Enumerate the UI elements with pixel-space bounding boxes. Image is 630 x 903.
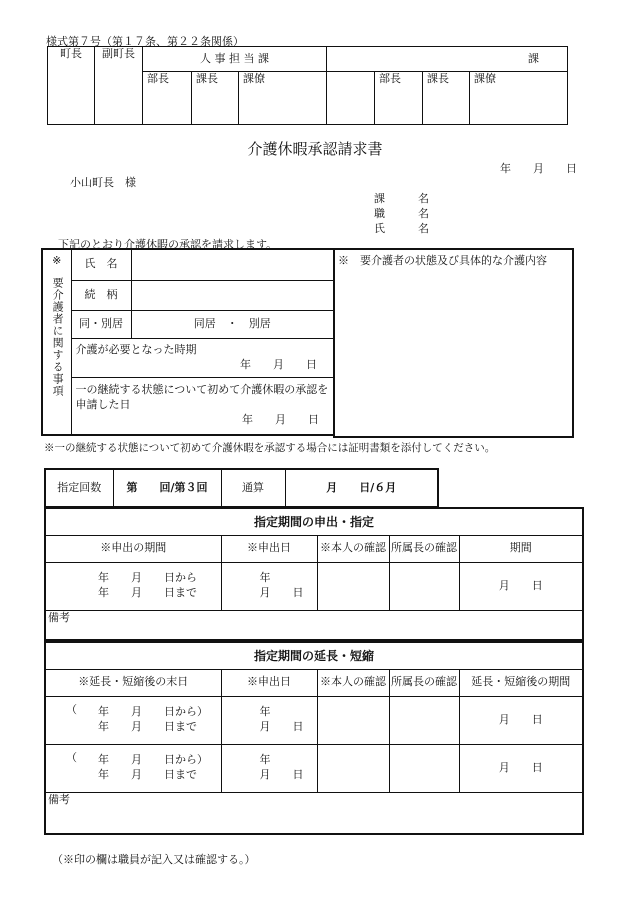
s2-row1-paren: （ xyxy=(66,702,77,716)
section1-table xyxy=(44,507,584,641)
care-first-request-label: 一の継続する状態について初めて介護休暇の承認を申請した日 xyxy=(75,383,329,412)
count-label: 指定回数 xyxy=(45,469,113,507)
addressee: 小山町長 様 xyxy=(70,176,136,189)
care-recipient-table xyxy=(41,248,335,436)
s1-date-year: 年 xyxy=(259,571,271,585)
s1-manager-check-field[interactable] xyxy=(389,562,459,610)
s2-row1-date-year: 年 xyxy=(259,705,271,719)
care-relation-field[interactable] xyxy=(131,280,334,310)
care-first-request-cell[interactable] xyxy=(71,377,334,435)
s1-col-manager-check: 所属長の確認 xyxy=(389,535,459,562)
total-value[interactable]: 月 日/６月 xyxy=(285,469,438,507)
s1-remarks[interactable]: 備考 xyxy=(45,610,583,640)
s2-col-end: ※延長・短縮後の末日 xyxy=(45,669,221,696)
hr-staff-cell: 課僚 xyxy=(239,72,327,125)
s1-col-date: ※申出日 xyxy=(221,535,317,562)
designation-table xyxy=(44,468,439,508)
s2-row2-date-cell[interactable] xyxy=(221,744,317,792)
applicant-dept: 課 名 xyxy=(374,192,429,205)
blank-cell xyxy=(327,72,375,125)
care-detail-label: ※ 要介護者の状態及び具体的な介護内容 xyxy=(338,254,547,267)
care-name-label: 氏 名 xyxy=(71,249,131,280)
s1-from-line: 年 月 日から xyxy=(98,571,197,585)
s2-row2-self-check-field[interactable] xyxy=(317,744,389,792)
care-detail-box[interactable] xyxy=(333,248,574,438)
s2-row1-term-field[interactable]: 月 日 xyxy=(459,696,583,744)
s1-period-cell[interactable] xyxy=(45,562,221,610)
care-first-request-date: 年 月 日 xyxy=(242,413,319,427)
section2-table xyxy=(44,641,584,835)
section2-title: 指定期間の延長・短縮 xyxy=(45,642,583,669)
care-period-label: 介護が必要となった時期 xyxy=(75,342,197,356)
care-cohabit-value[interactable]: 同居 ・ 別居 xyxy=(131,310,334,338)
sec-staff-cell: 課僚 xyxy=(470,72,568,125)
s1-date-cell[interactable] xyxy=(221,562,317,610)
sec-chief-cell: 課長 xyxy=(423,72,470,125)
care-relation-label: 続 柄 xyxy=(71,280,131,310)
s2-row2-date-md: 月 日 xyxy=(259,768,304,781)
s2-row2-term-field[interactable]: 月 日 xyxy=(459,744,583,792)
sec-director-cell: 部長 xyxy=(375,72,423,125)
s1-to-line: 年 月 日まで xyxy=(98,586,197,599)
s2-col-date: ※申出日 xyxy=(221,669,317,696)
s1-term-field[interactable]: 月 日 xyxy=(459,562,583,610)
hr-section-header: 人 事 担 当 課 xyxy=(143,47,327,72)
s2-remarks[interactable]: 備考 xyxy=(45,792,583,834)
form-number: 様式第７号（第１７条、第２２条関係） xyxy=(46,35,244,48)
certificate-note: ※一の継続する状態について初めて介護休暇を承認する場合には証明書類を添付してください。 xyxy=(44,442,496,454)
s2-row1-manager-check-field[interactable] xyxy=(389,696,459,744)
care-cohabit-label: 同・別居 xyxy=(71,310,131,338)
footer-note: （※印の欄は職員が記入又は確認する。） xyxy=(52,853,256,866)
s2-row1-from-line: 年 月 日から） xyxy=(98,705,208,719)
hr-chief-cell: 課長 xyxy=(192,72,239,125)
section-header-right: 課 xyxy=(327,47,568,72)
page-title: 介護休暇承認請求書 xyxy=(247,140,383,158)
s2-row2-paren: （ xyxy=(66,750,77,764)
s2-col-manager-check: 所属長の確認 xyxy=(389,669,459,696)
s2-row2-manager-check-field[interactable] xyxy=(389,744,459,792)
town-mayor-cell: 町長 xyxy=(48,47,95,125)
care-period-date: 年 月 日 xyxy=(240,357,317,371)
total-label: 通算 xyxy=(221,469,285,507)
section1-title: 指定期間の申出・指定 xyxy=(45,508,583,535)
s2-row2-date-year: 年 xyxy=(259,753,271,767)
care-mark: ※ xyxy=(52,254,62,267)
s1-col-period: ※申出の期間 xyxy=(45,535,221,562)
applicant-name: 氏 名 xyxy=(374,222,429,235)
s1-date-md: 月 日 xyxy=(259,586,304,599)
s2-row2-period-cell[interactable] xyxy=(45,744,221,792)
care-vertical-label-cell xyxy=(42,249,71,435)
deputy-mayor-cell: 副町長 xyxy=(95,47,143,125)
care-vertical-label: 要介護者に関する事項 xyxy=(51,276,65,397)
s2-row2-to-line: 年 月 日まで xyxy=(98,768,197,781)
s2-row1-date-cell[interactable] xyxy=(221,696,317,744)
applicant-position: 職 名 xyxy=(374,207,429,220)
s2-row1-to-line: 年 月 日まで xyxy=(98,720,197,733)
care-period-cell[interactable] xyxy=(71,338,334,377)
s2-col-self-check: ※本人の確認 xyxy=(317,669,389,696)
s2-row1-self-check-field[interactable] xyxy=(317,696,389,744)
s1-col-self-check: ※本人の確認 xyxy=(317,535,389,562)
s1-col-term: 期間 xyxy=(459,535,583,562)
request-date: 年 月 日 xyxy=(500,162,577,175)
hr-director-cell: 部長 xyxy=(143,72,192,125)
request-text: 下記のとおり介護休暇の承認を請求します。 xyxy=(58,238,278,251)
approval-table xyxy=(47,46,568,125)
s2-row2-from-line: 年 月 日から） xyxy=(98,753,208,767)
s1-self-check-field[interactable] xyxy=(317,562,389,610)
count-value[interactable]: 第 回/第３回 xyxy=(113,469,221,507)
care-name-field[interactable] xyxy=(131,249,334,280)
s2-row1-date-md: 月 日 xyxy=(259,720,304,733)
s2-col-term: 延長・短縮後の期間 xyxy=(459,669,583,696)
s2-row1-period-cell[interactable] xyxy=(45,696,221,744)
